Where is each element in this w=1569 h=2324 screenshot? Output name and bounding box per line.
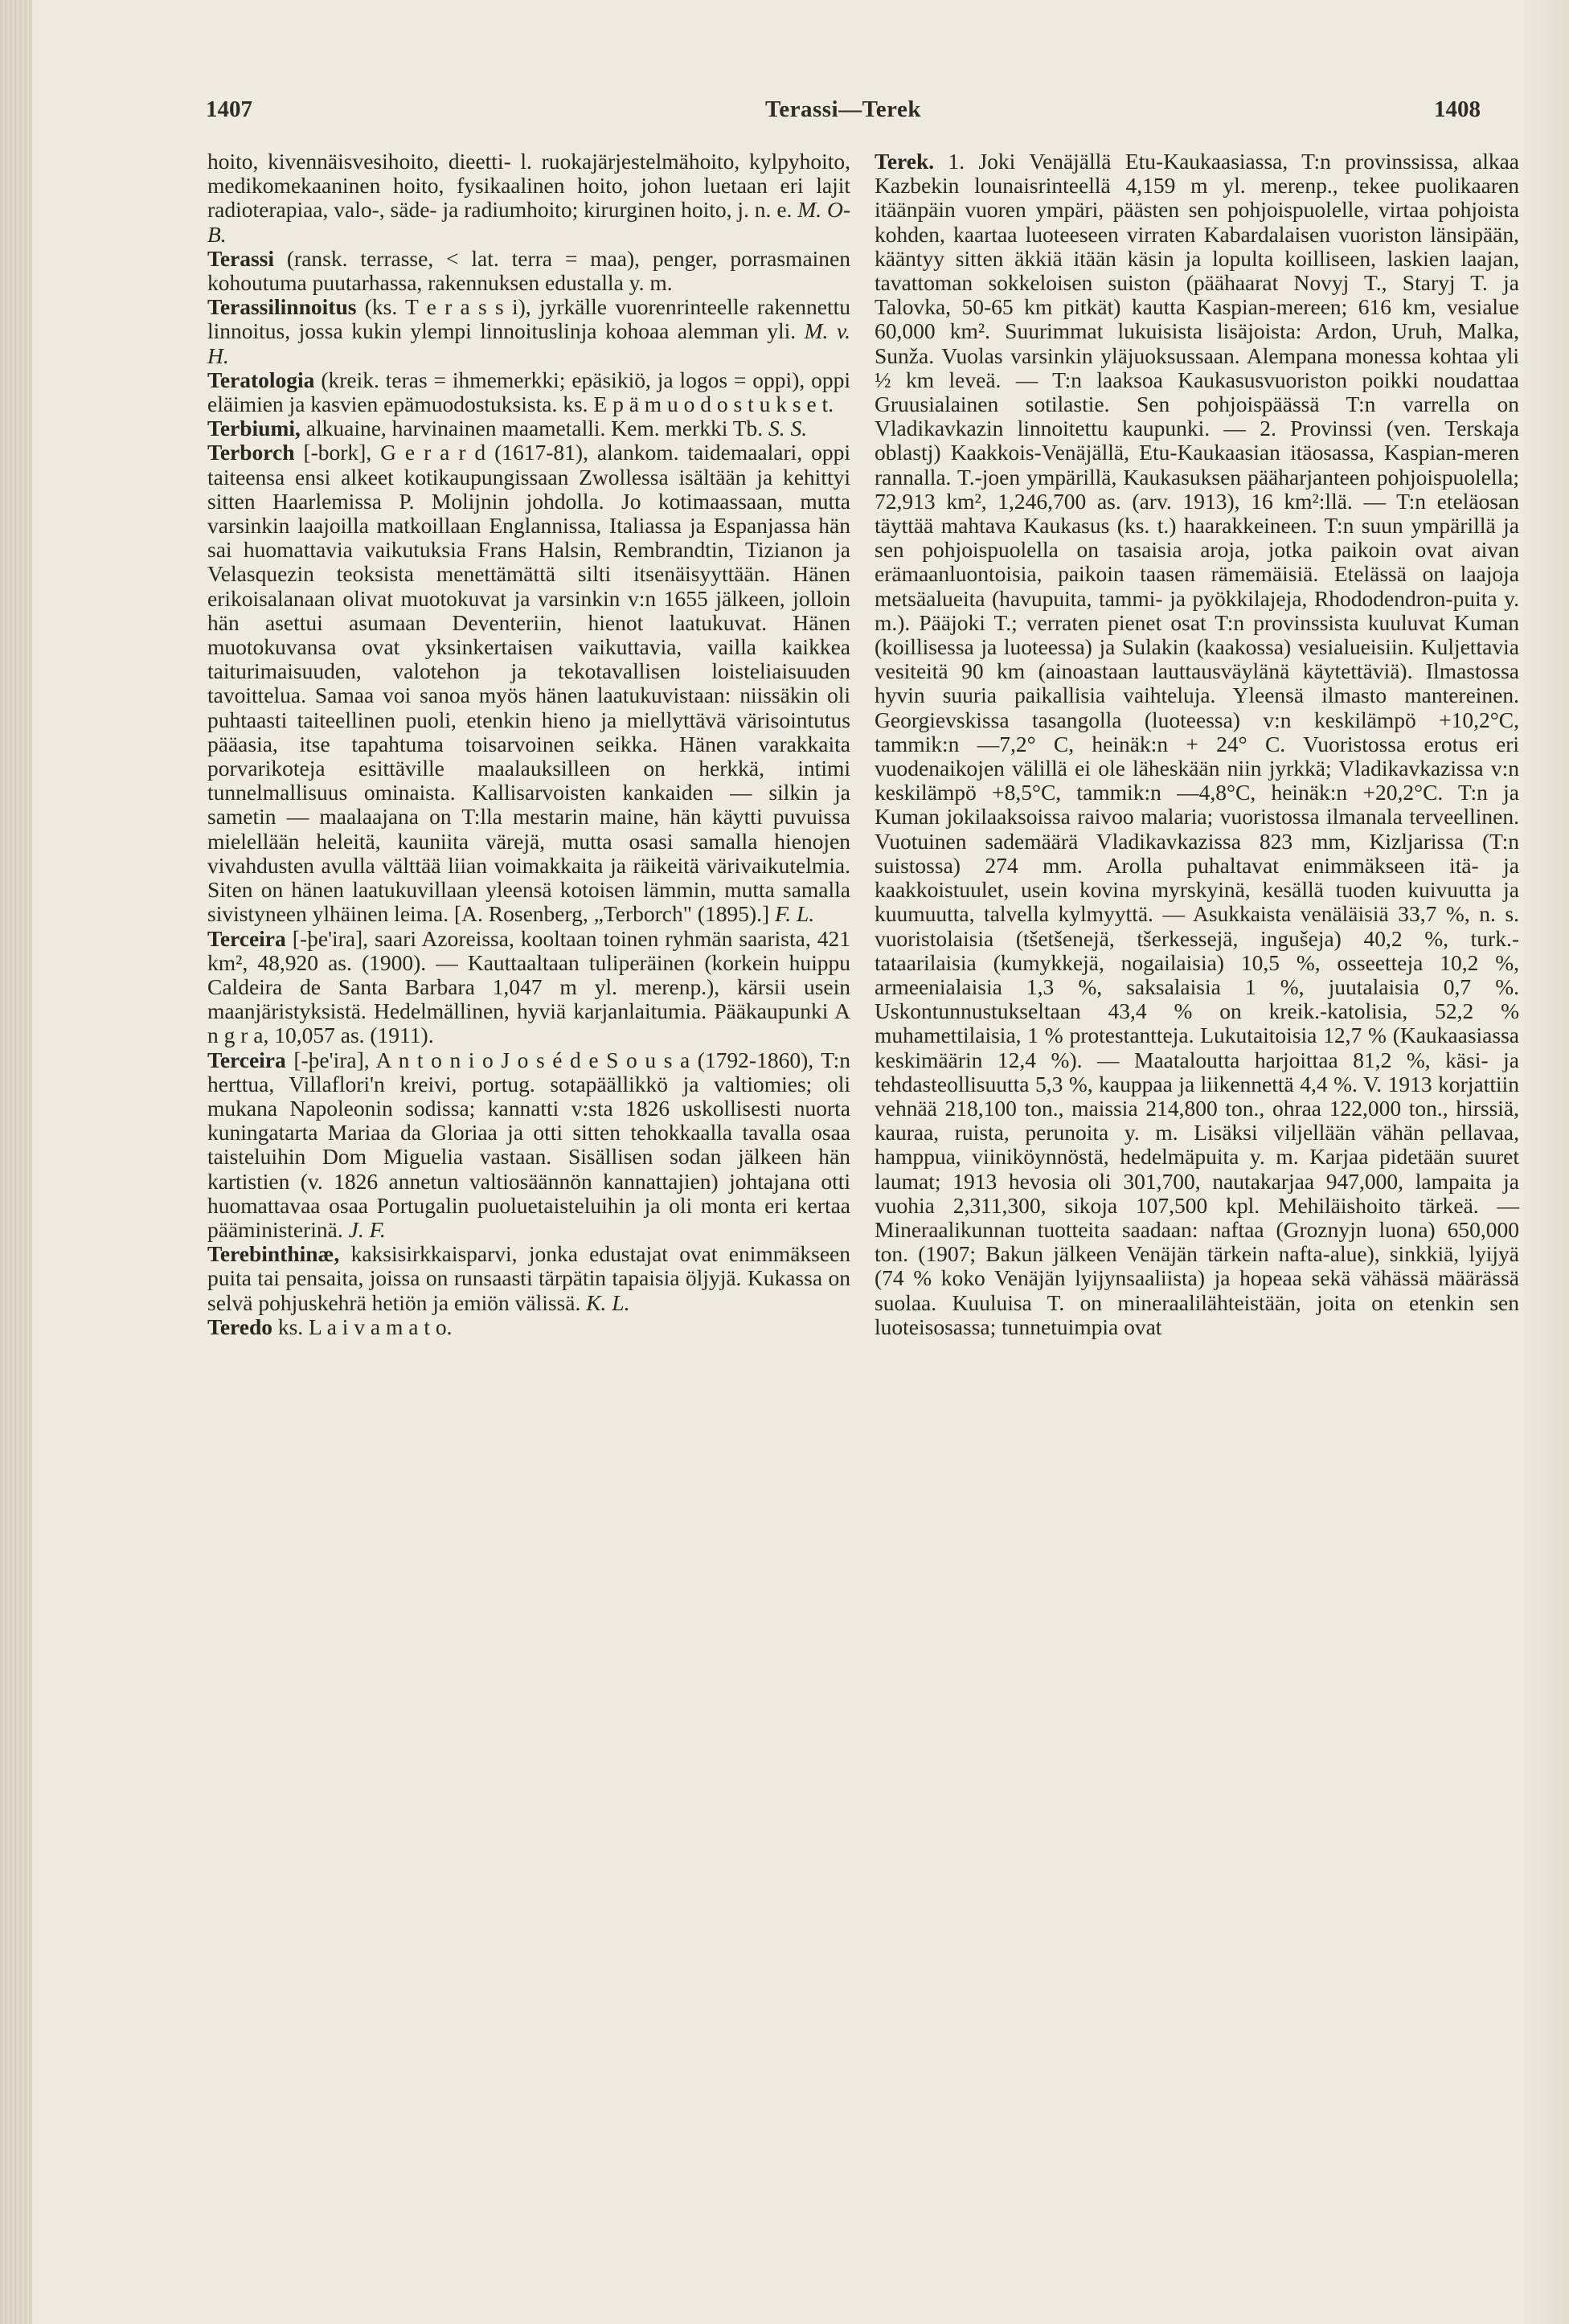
entry-text: alkuaine, harvinainen maametalli. Kem. merkki Tb.	[305, 416, 764, 441]
entry	[207, 368, 850, 416]
entry	[207, 416, 850, 441]
entry-text: (ransk. terrasse, < lat. terra = maa), penger, porrasmainen kohoutuma puutarhassa, rakennuksen edustalla y. m.	[207, 245, 851, 296]
entry-headword: Teratologia	[207, 367, 315, 392]
entry-signature: S. S.	[768, 416, 808, 441]
page-number-left: 1407	[206, 96, 252, 122]
entry	[207, 295, 850, 368]
page-header	[206, 90, 1481, 138]
entry-text: 1. Joki Venäjällä Etu-Kaukaasiassa, T:n provinssissa, alkaa Kazbekin lounaisrinteellä 4,159 m yl. merenp., tekee puolikaaren itäänpäin vuoren ympäri, päästen sen pohjoispuolelle, virtaa pohjoista kohden, kaartaa luoteeseen virraten Kabardalaisen vuoriston länsipään, kääntyy sitten äkkiä itään käsin ja lopulta koilliseen, laskien laajan, tavattoman sokkeloisen suiston (päähaarat Novyj T., Staryj T. ja Talovka, 50-65 km pitkät) kautta Kaspian-mereen; 616 km, vesialue 60,000 km². Suurimmat lukuisista lisäjoista: Ardon, Uruh, Malka, Sunža. Vuolas varsinkin yläjuoksussaan. Alempana monessa kohtaa yli ½ km leveä. — T:n laaksoa Kaukasusvuoriston poikki noudattaa Gruusialainen sotilastie. Sen pohjoispäässä T:n varrella on Vladikavkazin linnoitettu kaupunki. — 2. Provinssi (ven. Terskaja oblastj) Kaakkois-Venäjällä, Etu-Kaukaasian itäosassa, Kaspian-meren rannalla. T.-joen ympärillä, Kaukasuksen pääharjanteen pohjoispuolella; 72,913 km², 1,246,700 as. (arv. 1913), 16 km²:llä. — T:n eteläosan täyttää mahtava Kaukasus (ks. t.) haarakkeineen. T:n suun ympärillä ja sen pohjoispuolella on tasaisia aroja, jotka paikoin ovat aivan erämaanluontoisia, paikoin taasen rämemäisiä. Etelässä on laajoja metsäalueita (havupuita, tammi- ja pyökkilajeja, Rhododendron-puita y. m.). Pääjoki T.; verraten pienet osat T:n provinssista kuuluvat Kuman (koillisessa ja luoteessa) ja Sulakin (kaakossa) vesialueisiin. Kuljettavia vesiteitä 90 km (ainoastaan lauttausväylänä käytettäviä). Ilmastossa hyvin suuria paikallisia vaihteluja. Yleensä ilmasto mantereinen. Georgievskissa tasangolla (luoteessa) v:n keskilämpö +10,2°C, tammik:n —7,2° C, heinäk:n + 24° C. Vuoristossa erotus eri vuodenaikojen välillä ei ole läheskään niin jyrkkä; Vladikavkazissa v:n keskilämpö +8,5°C, tammik:n —4,8°C, heinäk:n +20,2°C. T:n ja Kuman jokilaaksoissa raivoo malaria; vuoristossa ilmanala terveellinen. Vuotuinen sademäärä Vladikavkazissa 823 mm, Kizljarissa (T:n suistossa) 274 mm. Arolla puhaltavat enimmäkseen itä- ja kaakkoistuulet, usein kovina myrskyinä, kesällä tuoden kuivuutta ja kuumuutta, talvella kylmyyttä. — Asukkaista venäläisiä 33,7 %, n. s. vuoristolaisia (tšetšenejä, tšerkessejä, ingušeja) 40,2 %, turk.-tataarilaisia (kumykkejä, nogailaisia) 10,5 %, osseetteja 10,2 %, armeenialaisia 1,3 %, saksalaisia 1 %, juutalaisia 0,7 %. Uskontunnustukseltaan 43,4 % on kreik.-katolisia, 52,2 % muhamettilaisia, 1 % protestantteja. Lukutaitoisia 12,7 % (Kaukaasiassa keskimäärin 12,4 %). — Maataloutta harjoittaa 81,2 %, käsi- ja tehdasteollisuutta 5,3 %, kauppaa ja liikennettä 4,4 %. V. 1913 korjattiin vehnää 218,100 ton., maissia 214,800 ton., ohraa 122,000 ton., hirssiä, kauraa, ruista, perunoita y. m. Lisäksi viljellään vähän pellavaa, hamppua, viiniköynnöstä, hedelmäpuita y. m. Karjaa pidetään suuret laumat; 1913 hevosia oli 301,700, nautakarjaa 947,000, lampaita ja vuohia 2,311,300, sikoja 107,500 kpl. Mehiläishoito tärkeä. — Mineraalikunnan tuotteita saadaan: naftaa (Groznyjn luona) 650,000 ton. (1907; Bakun jälkeen Venäjän tärkein nafta-alue), sinkkiä, lyijyä (74 % koko Venäjän lyijynsaaliista) ja hopeaa sekä vähässä määrässä suolaa. Kuuluisa T. on mineraalilähteistään, joita on etenkin sen luoteisosassa; tunnetuimpia ovat	[875, 149, 1519, 1339]
entry-headword: Terborch	[207, 440, 295, 465]
binding-edge	[0, 0, 32, 2324]
entry	[207, 1315, 850, 1339]
entry	[207, 150, 850, 247]
entry-headword: Terassilinnoitus	[207, 294, 357, 320]
entry-signature: K. L.	[586, 1289, 630, 1315]
entry	[207, 1242, 850, 1315]
entry-headword: Teredo	[207, 1314, 272, 1339]
page-number-right: 1408	[1434, 96, 1481, 122]
entry-signature: M. O-B.	[207, 197, 850, 247]
entry-headword: Terceira	[207, 925, 286, 951]
entry-text: kaksisirkkaisparvi, jonka edustajat ovat enimmäkseen puita tai pensaita, joissa on runsaasti tärpätin tapaisia öljyjä. Kukassa on selvä pohjuskehrä hetiön ja emiön välissä.	[207, 1241, 851, 1315]
entry	[207, 247, 850, 295]
left-column	[207, 150, 850, 2256]
entry-text: [-þe'ira], A n t o n i o J o s é d e S o u s a (1792-1860), T:n herttua, Villaflori'n kreivi, portug. sotapäällikkö ja valtiomies; oli mukana Napoleonin sodissa; kannatti v:sta 1826 uskollisesti nuorta kuningatarta Mariaa da Gloriaa ja otti sitten tehokkaalla tavalla osaa taisteluihin Dom Miguelia vastaan. Sisällisen sodan jälkeen hän kartistien (v. 1826 annetun valtiosäännön kannattajien) johtajana otti huomattavaa osaa Portugalin puoluetaisteluihin ja oli monta eri kertaa pääministerinä.	[207, 1047, 851, 1242]
entry-text: [-þe'ira], saari Azoreissa, kooltaan toinen ryhmän saarista, 421 km², 48,920 as. (1900). — Kauttaaltaan tuliperäinen (korkein huippu Caldeira de Santa Barbara 1,047 m yl. merenp.), kärsii usein maanjäristyksistä. Hedelmällinen, hyviä karjanlaitumia. Pääkaupunki A n g r a, 10,057 as. (1911).	[207, 925, 851, 1048]
entry-headword: Terassi	[207, 245, 275, 271]
entry-text: [-bork], G e r a r d (1617-81), alankom. taidemaalari, oppi taiteensa ensi alkeet kotikaupungissaan Zwollessa isältään ja kehittyi sitten Haarlemissa P. Molijnin johdolla. Jo kotimaassaan, mutta varsinkin laajoilla matkoillaan Englannissa, Italiassa ja Espanjassa hän sai huomattavia vaikutuksia Frans Halsin, Rembrandtin, Tizianon ja Velasquezin teoksista menettämättä silti itsenäisyyttään. Hänen erikoisalanaan olivat muotokuvat ja varsinkin v:n 1655 jälkeen, jolloin hän asettui asumaan Deventeriin, hienot laatukuvat. Hänen muotokuvansa ovat yksinkertaisen vaikuttavia, vailla kaikkea taiturimaisuuden, valotehon ja tekotavallisen loisteliaisuuden tavoittelua. Samaa voi sanoa myös hänen laatukuvistaan: niissäkin oli puhtaasti taiteellinen puoli, etenkin hieno ja miellyttävä värisointutus pääasia, itse tapahtuma toisarvoinen seikka. Hänen varakkaita porvarikoteja esittäville maalauksilleen on herkkä, intimi tunnelmallisuus ominaista. Kallisarvoisten kankaiden — silkin ja sametin — maalaajana on T:lla mestarin maine, hän käytti puvuissa mielellään heleitä, kauniita värejä, mutta osasi samalla hienojen vivahdusten avulla välttää liian voimakkaita ja räikeitä värivaikutelmia. Siten on hänen laatukuvillaan yleensä kotoisen lämmin, mutta samalla sivistyneen ylhäinen leima. [A. Rosenberg, „Terborch" (1895).]	[207, 440, 851, 927]
entry-text: ks. L a i v a m a t o.	[277, 1314, 453, 1339]
entry-headword: Terek.	[875, 149, 935, 174]
entry	[207, 927, 850, 1048]
entry-headword: Terbiumi,	[207, 416, 301, 441]
entry-text: (kreik. teras = ihmemerkki; epäsikiö, ja logos = oppi), oppi eläimien ja kasvien epämuodostuksista. ks. E p ä m u o d o s t u k s e t.	[207, 367, 851, 417]
entry-signature: J. F.	[348, 1216, 386, 1242]
entry-signature: M. v. H.	[207, 318, 850, 368]
entry	[207, 441, 850, 926]
entry-signature: F. L.	[775, 901, 815, 927]
entry-text: hoito, kivennäisvesihoito, dieetti- l. ruokajärjestelmähoito, kylpyhoito, medikomekaaninen hoito, fysikaalinen hoito, johon luetaan eri lajit radioterapiaa, valo-, säde- ja radiumhoito; kirurginen hoito, j. n. e.	[207, 149, 850, 223]
entry-headword: Terceira	[207, 1047, 286, 1072]
entry	[875, 150, 1519, 1339]
entry-headword: Terebinthinæ,	[207, 1241, 340, 1267]
right-column	[875, 150, 1519, 2256]
running-title: Terassi—Terek	[765, 96, 921, 122]
entry-text: (ks. T e r a s s i), jyrkälle vuorenrinteelle rakennettu linnoitus, jossa kukin ylempi linnoituslinja kohoaa alemman yli.	[207, 294, 851, 344]
entry	[207, 1048, 850, 1243]
